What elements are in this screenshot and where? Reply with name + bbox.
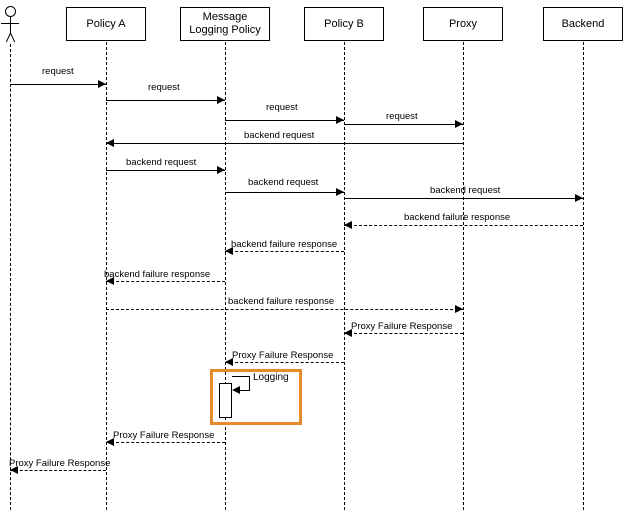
lifeline-header-backend[interactable] (543, 7, 623, 41)
message-label-proxy-failure-response-logging-policy-a: Proxy Failure Response (113, 430, 215, 441)
message-label-backend-failure-response-backend-policy-b: backend failure response (404, 212, 511, 223)
message-arrowhead-proxy-failure-response-policy-b-logging (225, 358, 233, 366)
message-label-backend-failure-response-policy-b-logging: backend failure response (231, 239, 338, 250)
lifeline-label-message-logging-policy: Message Logging Policy (189, 11, 261, 36)
message-arrowhead-request-policy-b-proxy (455, 120, 463, 128)
message-arrowhead-backend-failure-response-policy-b-logging (225, 247, 233, 255)
actor-arms-icon (1, 23, 19, 24)
message-label-request-policy-a-logging: request (148, 82, 180, 93)
lifeline-label-proxy: Proxy (448, 17, 478, 30)
message-line-backend-failure-response-policy-a-proxy (106, 309, 463, 310)
message-line-backend-request-policy-a-logging (106, 170, 225, 171)
lifeline-header-policy-a[interactable] (66, 7, 146, 41)
message-line-backend-request-proxy-policy-a (106, 143, 463, 144)
lifeline-proxy (463, 42, 464, 510)
message-arrowhead-backend-request-policy-a-logging (217, 166, 225, 174)
self-message-label-logging: Logging (253, 372, 289, 383)
actor-body-icon (10, 17, 11, 33)
message-arrowhead-request-logging-policy-b (336, 116, 344, 124)
message-line-backend-request-logging-policy-b (225, 192, 344, 193)
message-line-proxy-failure-response-proxy-policy-b (344, 333, 463, 334)
message-arrowhead-request-policy-a-logging (217, 96, 225, 104)
message-line-request-policy-a-logging (106, 100, 225, 101)
message-arrowhead-request-actor-policy-a (98, 80, 106, 88)
lifeline-header-message-logging-policy[interactable] (180, 7, 270, 41)
message-line-proxy-failure-response-policy-a-actor (10, 470, 106, 471)
message-arrowhead-backend-failure-response-backend-policy-b (344, 221, 352, 229)
message-line-backend-failure-response-policy-b-logging (225, 251, 344, 252)
actor-right-leg-icon (10, 33, 15, 42)
actor-head-icon (5, 6, 16, 17)
message-label-request-policy-b-proxy: request (386, 111, 418, 122)
lifeline-policy-b (344, 42, 345, 510)
message-arrowhead-proxy-failure-response-proxy-policy-b (344, 329, 352, 337)
message-arrowhead-proxy-failure-response-policy-a-actor (10, 466, 18, 474)
lifeline-label-policy-a: Policy A (86, 17, 126, 30)
message-label-request-actor-policy-a: request (42, 66, 74, 77)
lifeline-backend (583, 42, 584, 510)
message-line-request-actor-policy-a (10, 84, 106, 85)
message-arrowhead-backend-request-logging-policy-b (336, 188, 344, 196)
logging-activation-highlight (210, 369, 302, 425)
message-label-proxy-failure-response-policy-a-actor: Proxy Failure Response (9, 458, 111, 469)
message-arrowhead-backend-failure-response-policy-a-proxy (455, 305, 463, 313)
lifeline-label-backend: Backend (561, 17, 605, 30)
message-line-proxy-failure-response-policy-b-logging (225, 362, 344, 363)
message-label-backend-request-policy-b-backend: backend request (430, 185, 501, 196)
message-label-backend-request-logging-policy-b: backend request (248, 177, 319, 188)
lifeline-label-policy-b: Policy B (324, 17, 364, 30)
message-arrowhead-backend-request-proxy-policy-a (106, 139, 114, 147)
message-line-request-logging-policy-b (225, 120, 344, 121)
message-label-proxy-failure-response-policy-b-logging: Proxy Failure Response (232, 350, 334, 361)
message-label-backend-request-policy-a-logging: backend request (126, 157, 197, 168)
lifeline-message-logging-policy (225, 42, 226, 510)
message-line-backend-failure-response-logging-policy-a (106, 281, 225, 282)
message-arrowhead-backend-failure-response-logging-policy-a (106, 277, 114, 285)
message-line-proxy-failure-response-logging-policy-a (106, 442, 225, 443)
lifeline-header-policy-b[interactable] (304, 7, 384, 41)
message-arrowhead-backend-request-policy-b-backend (575, 194, 583, 202)
message-line-request-policy-b-proxy (344, 124, 463, 125)
lifeline-header-proxy[interactable] (423, 7, 503, 41)
message-label-backend-failure-response-logging-policy-a: backend failure response (104, 269, 211, 280)
message-line-backend-failure-response-backend-policy-b (344, 225, 583, 226)
message-label-backend-failure-response-policy-a-proxy: backend failure response (228, 296, 335, 307)
message-line-backend-request-policy-b-backend (344, 198, 583, 199)
message-arrowhead-proxy-failure-response-logging-policy-a (106, 438, 114, 446)
message-label-backend-request-proxy-policy-a: backend request (244, 130, 315, 141)
message-label-proxy-failure-response-proxy-policy-b: Proxy Failure Response (351, 321, 453, 332)
lifeline-actor (10, 44, 11, 510)
message-label-request-logging-policy-b: request (266, 102, 298, 113)
